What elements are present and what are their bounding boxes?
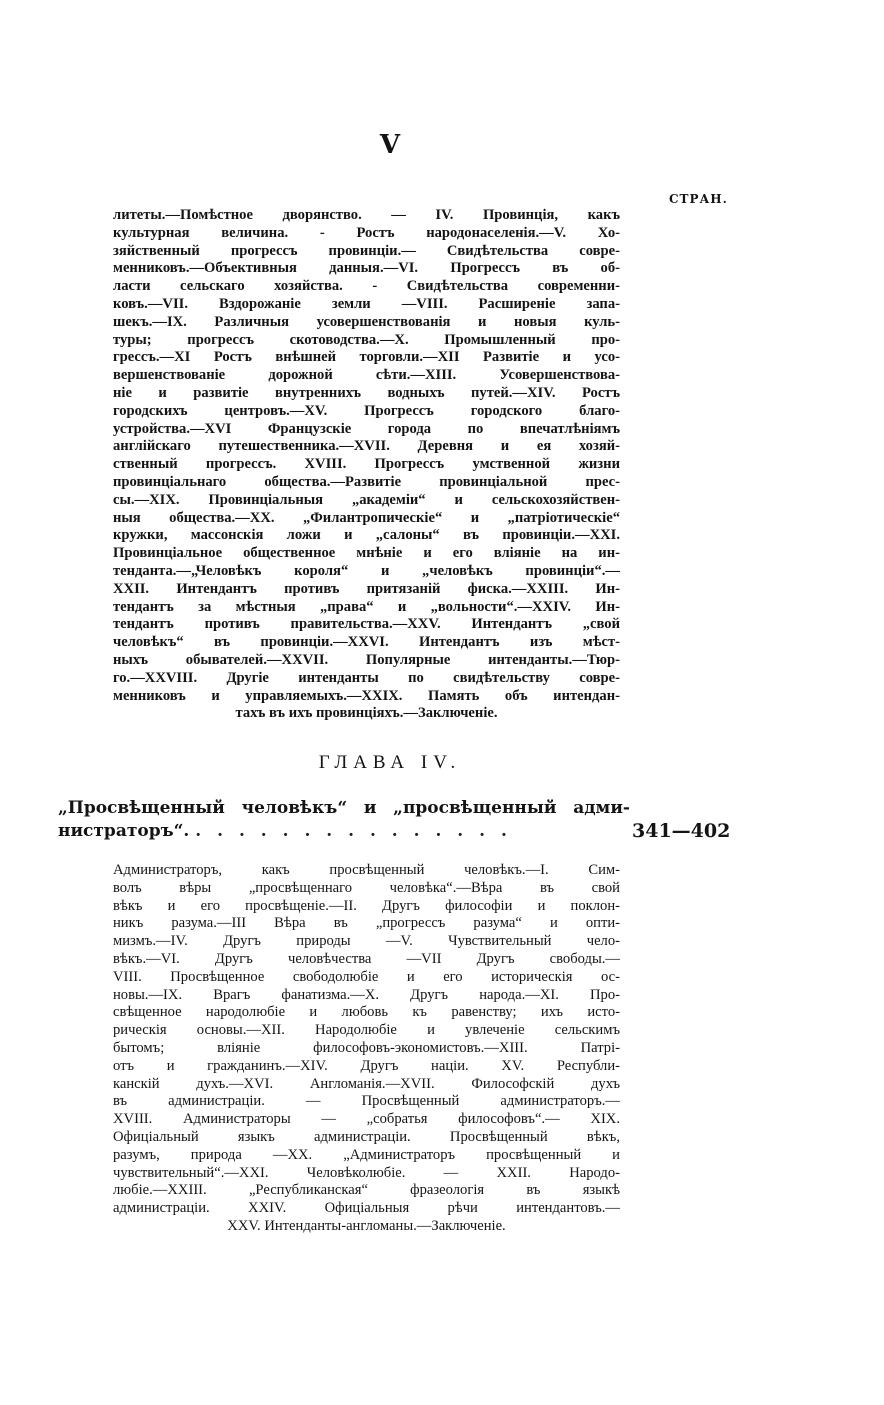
- page-number: V: [379, 130, 401, 160]
- toc-line: грессъ.—XI Ростъ внѣшней торговли.—XII Развитіе и усо-: [113, 349, 620, 366]
- toc-line: зяйственный прогрессъ провинціи.— Свидѣтельства совре-: [113, 242, 620, 259]
- toc-line: ковъ.—VII. Вздорожаніе земли —VIII. Расширеніе запа-: [113, 295, 620, 312]
- toc-line: Администраторъ, какъ просвѣщенный человѣкъ.—I. Сим-: [113, 862, 620, 878]
- toc-line: вершенствованіе дорожной сѣти.—XIII. Усовершенствова-: [113, 367, 620, 384]
- toc-line: XXV. Интенданты-англоманы.—Заключеніе.: [227, 1217, 506, 1234]
- pages-column-label: СТРАН.: [669, 192, 728, 206]
- toc-line: XVIII. Администраторы — „собратья философовъ“.— XIX.: [113, 1111, 620, 1128]
- toc-line: вѣкъ.—VI. Другъ человѣчества —VII Другъ свободы.—: [113, 950, 620, 967]
- toc-line: шекъ.—IX. Различныя усовершенствованія и новыя куль-: [113, 313, 620, 330]
- toc-line: волъ вѣры „просвѣщеннаго человѣка“.—Вѣра въ свой: [113, 879, 620, 896]
- toc-line: въ администраціи. — Просвѣщенный администраторъ.—: [113, 1093, 620, 1110]
- toc-line: бытомъ; вліяніе философовъ-экономистовъ.—XIII. Патрі-: [113, 1039, 620, 1056]
- toc-line: провинціальнаго общества.—Развитіе провинціальной прес-: [113, 473, 620, 490]
- toc-line: новы.—IX. Врагъ фанатизма.—X. Другъ народа.—XI. Про-: [113, 986, 620, 1003]
- toc-line: англійскаго путешественника.—XVII. Деревня и ея хозяй-: [113, 438, 620, 455]
- toc-line: рическія основы.—XII. Народолюбіе и увлеченіе сельскимъ: [113, 1022, 620, 1039]
- toc-line: свѣщенное народолюбіе и любовь къ равенству; ихъ исто-: [113, 1004, 620, 1021]
- toc-line: тендантъ за мѣстныя „права“ и „вольности“.—XXIV. Ин-: [113, 598, 620, 615]
- toc-line: ныя общества.—XX. „Филантропическіе“ и „патріотическіе“: [113, 509, 620, 526]
- toc-line: администраціи. XXIV. Офиціальныя рѣчи интендантовъ.—: [113, 1200, 620, 1217]
- chapter-page-range: 341—402: [632, 820, 731, 842]
- toc-line: менниковъ.—Объективныя данныя.—VI. Прогрессъ въ об-: [113, 260, 620, 277]
- toc-line: тендантъ противъ правительства.—XXV. Интендантъ „свой: [113, 616, 620, 633]
- toc-line: устройства.—XVI Французскіе города по впечатлѣніямъ: [113, 420, 620, 437]
- toc-line: Провинціальное общественное мнѣніе и его вліяніе на ин-: [113, 545, 620, 562]
- toc-line: вѣкъ и его просвѣщеніе.—II. Другъ философіи и поклон-: [113, 897, 620, 914]
- toc-line: отъ и гражданинъ.—XIV. Другъ націи. XV. Республи-: [113, 1057, 620, 1074]
- toc-paragraph-2: [113, 862, 620, 1236]
- toc-line: городскихъ центровъ.—XV. Прогрессъ городского благо-: [113, 402, 620, 419]
- toc-line: человѣкъ“ въ провинціи.—XXVI. Интендантъ изъ мѣст-: [113, 634, 620, 651]
- toc-line: туры; прогрессъ скотоводства.—X. Промышленный про-: [113, 331, 620, 348]
- toc-line: тахъ въ ихъ провинціяхъ.—Заключеніе.: [235, 705, 498, 722]
- toc-line: тенданта.—„Человѣкъ короля“ и „человѣкъ провинціи“.—: [113, 562, 620, 579]
- toc-line: любіе.—XXIII. „Республиканская“ фразеологія въ языкѣ: [113, 1182, 620, 1199]
- toc-line: ласти сельскаго хозяйства. - Свидѣтельства современни-: [113, 278, 620, 295]
- chapter-title-line-2-text: нистраторъ“.: [58, 821, 190, 841]
- chapter-label: ГЛАВА IV.: [318, 752, 462, 773]
- toc-paragraph-1: [113, 207, 620, 723]
- chapter-title: [58, 797, 630, 843]
- toc-line: Офиціальный языкъ администраціи. Просвѣщенный вѣкъ,: [113, 1128, 620, 1145]
- toc-line: менниковъ и управляемыхъ.—XXIX. Память объ интендан-: [113, 687, 620, 704]
- dot-leader: . . . . . . . . . . . . . . .: [195, 821, 512, 841]
- toc-line: литеты.—Помѣстное дворянство. — IV. Провинція, какъ: [113, 207, 620, 223]
- toc-line: кружки, массонскія ложи и „салоны“ въ провинціи.—XXI.: [113, 527, 620, 544]
- toc-line: XXII. Интендантъ противъ притязаній фиска.—XXIII. Ин-: [113, 580, 620, 597]
- chapter-title-line-1: „Просвѣщенный человѣкъ“ и „просвѣщенный адми-: [58, 798, 630, 818]
- chapter-title-line-2: [58, 820, 630, 843]
- toc-line: никъ разума.—III Вѣра въ „прогрессъ разума“ и опти-: [113, 915, 620, 932]
- toc-line: ныхъ обывателей.—XXVII. Популярные интенданты.—Тюр-: [113, 651, 620, 668]
- toc-line: ственный прогрессъ. XVIII. Прогрессъ умственной жизни: [113, 456, 620, 473]
- toc-line: чувствительный“.—XXI. Человѣколюбіе. — XXII. Народо-: [113, 1164, 620, 1181]
- toc-line: VIII. Просвѣщенное свободолюбіе и его историческія ос-: [113, 968, 620, 985]
- toc-line: культурная величина. - Ростъ народонаселенія.—V. Хо-: [113, 224, 620, 241]
- toc-line: разумъ, природа —XX. „Администраторъ просвѣщенный и: [113, 1146, 620, 1163]
- toc-line: сы.—XIX. Провинціальныя „академіи“ и сельскохозяйствен-: [113, 491, 620, 508]
- toc-line: мизмъ.—IV. Другъ природы —V. Чувствительный чело-: [113, 933, 620, 950]
- toc-line: го.—XXVIII. Другіе интенданты по свидѣтельству совре-: [113, 669, 620, 686]
- toc-line: канскій духъ.—XVI. Англоманія.—XVII. Философскій духъ: [113, 1075, 620, 1092]
- toc-line: ніе и развитіе внутреннихъ водныхъ путей.—XIV. Ростъ: [113, 384, 620, 401]
